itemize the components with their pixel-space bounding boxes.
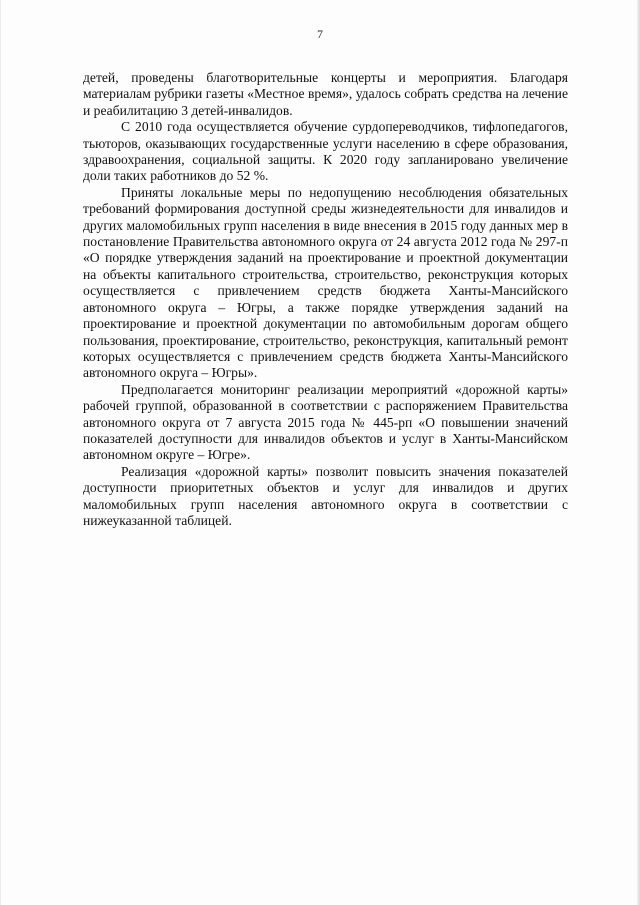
paragraph-continuation: детей, проведены благотворительные концерты и мероприятия. Благодаря материалам рубрики газеты «Местное время», удалось собрать средства на лечение и реабилитацию 3 детей-инвалидов. — [83, 70, 568, 118]
body-text — [83, 70, 568, 529]
paragraph-roadmap-result: Реализация «дорожной карты» позволит повысить значения показателей доступности приоритетных объектов и услуг для инвалидов и других маломобильных групп населения автономного округа в соответствии с нижеуказанной таблицей. — [83, 463, 568, 528]
paragraph-local-measures: Приняты локальные меры по недопущению несоблюдения обязательных требований формирования доступной среды жизнедеятельности для инвалидов и других маломобильных групп населения в виде внесения в 2015 году данных мер в постановление Правительства автономного округа от 24 августа 2012 года № 297-п «О порядке утверждения заданий на проектирование и проектной документации на объекты капитального строительства, строительство, реконструкция которых осуществляется с привлечением средств бюджета Ханты-Мансийского автономного округа – Югры, а также порядке утверждения заданий на проектирование и проектной документации по автомобильным дорогам общего пользования, проектирование, строительство, реконструкция, капитальный ремонт которых осуществляется с привлечением средств бюджета Ханты-Мансийского автономного округа – Югры». — [83, 184, 568, 381]
scan-edge-left — [0, 0, 1, 905]
page-number: 7 — [317, 29, 323, 41]
paragraph-training: С 2010 года осуществляется обучение сурдопереводчиков, тифлопедагогов, тьюторов, оказывающих государственные услуги населению в сфере образования, здравоохранения, социальной защиты. К 2020 году запланировано увеличение доли таких работников до 52 %. — [83, 119, 568, 184]
paragraph-monitoring: Предполагается мониторинг реализации мероприятий «дорожной карты» рабочей группой, образованной в соответствии с распоряжением Правительства автономного округа от 7 августа 2015 года № 445-рп «О повышении значений показателей доступности для инвалидов объектов и услуг в Ханты-Мансийском автономном округе – Югре». — [83, 381, 568, 463]
